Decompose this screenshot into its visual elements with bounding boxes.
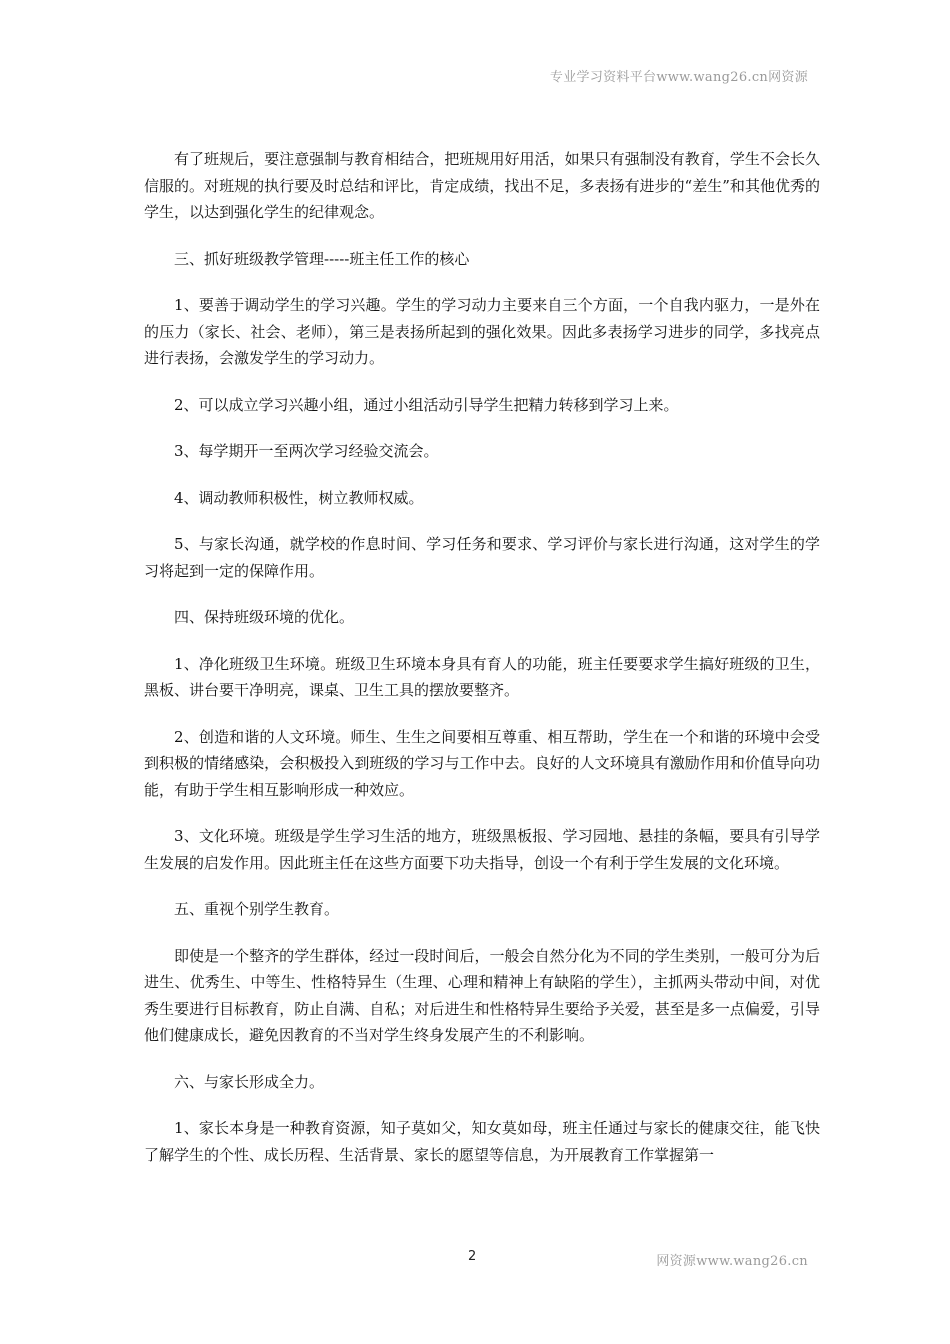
paragraph-learning-interest: 1、要善于调动学生的学习兴趣。学生的学习动力主要来自三个方面，一个自我内驱力，一是外在的压力（家长、社会、老师），第三是表扬所起到的强化效果。因此多表扬学习进步的同学，多找亮点进行表扬，会激发学生的学习动力。 [144,296,820,367]
paragraph-cultural-environment: 3、文化环境。班级是学生学习生活的地方，班级黑板报、学习园地、悬挂的条幅，要具有引导学生发展的启发作用。因此班主任在这些方面要下功夫指导，创设一个有利于学生发展的文化环境。 [144,827,820,872]
paragraph-parent-communication: 5、与家长沟通，就学校的作息时间、学习任务和要求、学习评价与家长进行沟通，这对学生的学习将起到一定的保障作用。 [144,535,820,580]
footer-watermark: 网资源www.wang26.cn [656,1254,808,1269]
paragraph-teacher-motivation: 4、调动教师积极性，树立教师权威。 [174,488,424,507]
paragraph-experience-exchange: 3、每学期开一至两次学习经验交流会。 [174,442,439,460]
paragraph-class-rules: 有了班规后，要注意强制与教育相结合，把班规用好用活，如果只有强制没有教育，学生不会长久信服的。对班规的执行要及时总结和评比，肯定成绩，找出不足，多表扬有进步的“差生”和其他优秀的学生，以达到强化学生的纪律观念。 [144,150,820,221]
section-heading-class-environment: 四、保持班级环境的优化。 [174,608,355,626]
header-watermark: 专业学习资料平台www.wang26.cn网资源 [549,70,808,85]
page-number: 2 [468,1249,477,1264]
paragraph-hygiene-environment: 1、净化班级卫生环境。班级卫生环境本身具有育人的功能，班主任要要求学生搞好班级的卫生，黑板、讲台要干净明亮，课桌、卫生工具的摆放要整齐。 [144,654,820,699]
document-body [144,146,820,1188]
paragraph-student-categories: 即使是一个整齐的学生群体，经过一段时间后，一般会自然分化为不同的学生类别，一般可分为后进生、优秀生、中等生、性格特异生（生理、心理和精神上有缺陷的学生），主抓两头带动中间，对优秀生要进行目标教育，防止自满、自私；对后进生和性格特异生要给予关爱，甚至是多一点偏爱，引导他们健康成长，避免因教育的不当对学生终身发展产生的不利影响。 [144,946,820,1044]
section-heading-teaching-management: 三、抓好班级教学管理-----班主任工作的核心 [174,249,470,268]
paragraph-parent-resource: 1、家长本身是一种教育资源，知子莫如父，知女莫如母，班主任通过与家长的健康交往，能飞快了解学生的个性、成长历程、生活背景、家长的愿望等信息，为开展教育工作掌握第一 [144,1119,820,1164]
paragraph-humanistic-environment: 2、创造和谐的人文环境。师生、生生之间要相互尊重、相互帮助，学生在一个和谐的环境中会受到积极的情绪感染，会积极投入到班级的学习与工作中去。良好的人文环境具有激励作用和价值导向功能，有助于学生相互影响形成一种效应。 [144,727,820,799]
paragraph-interest-groups: 2、可以成立学习兴趣小组，通过小组活动引导学生把精力转移到学习上来。 [174,395,679,414]
section-heading-parent-cooperation: 六、与家长形成全力。 [174,1072,325,1091]
section-heading-individual-education: 五、重视个别学生教育。 [174,900,340,918]
